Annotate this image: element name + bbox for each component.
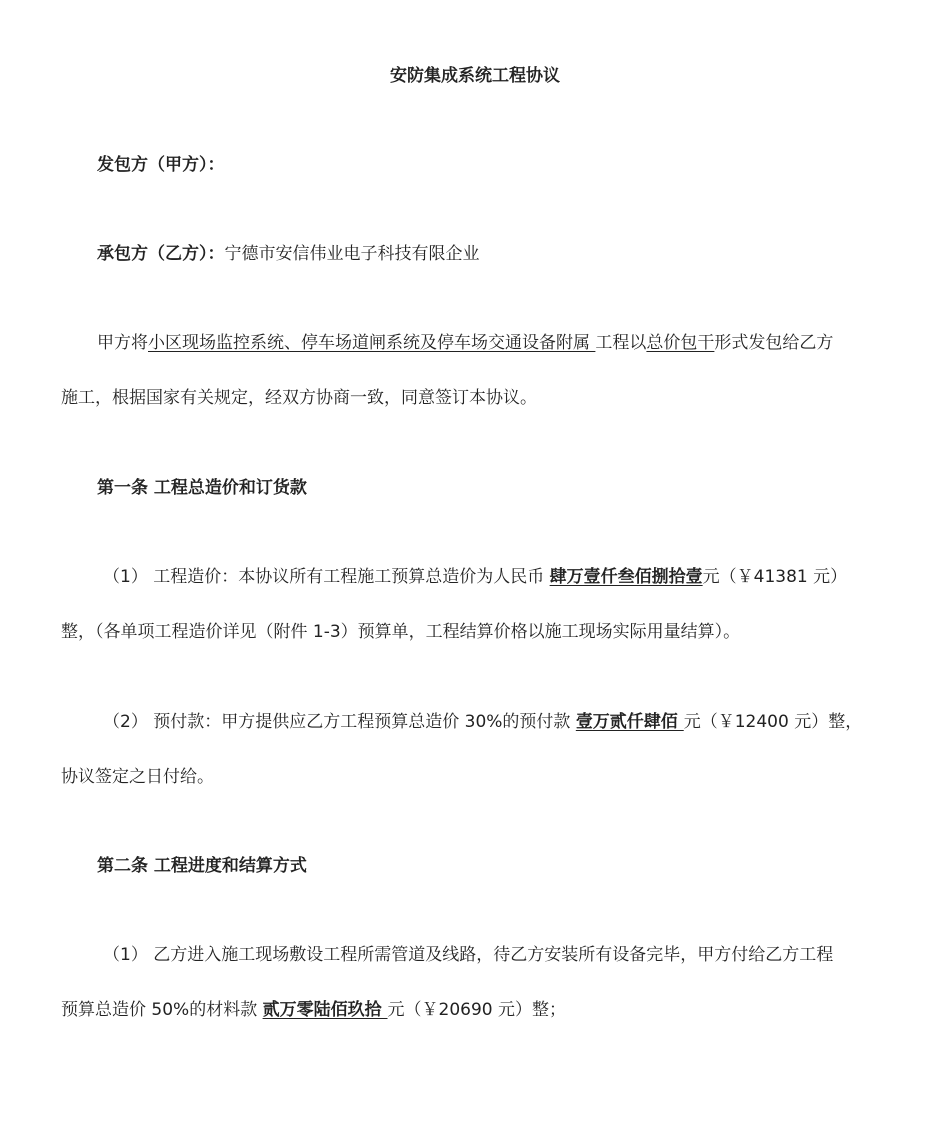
article1-item2-line1 — [103, 710, 862, 734]
article2-item1-line2 — [61, 998, 566, 1022]
article1-item1-suffix: 元（￥41381 元） — [702, 567, 848, 587]
article2-item1-line1: （1） 乙方进入施工现场敷设工程所需管道及线路，待乙方安装所有设备完毕，甲方付给乙方工程 — [103, 945, 834, 965]
article1-item1-amount-words: 肆万壹仟叁佰捌拾壹 — [549, 567, 703, 587]
article2-item1-amount-words: 贰万零陆佰玖拾 — [262, 1000, 388, 1020]
party-b-line — [97, 242, 480, 266]
intro-line-1 — [97, 331, 833, 355]
intro-line-2: 施工，根据国家有关规定，经双方协商一致，同意签订本协议。 — [61, 388, 537, 408]
contract-form: 总价包干 — [646, 333, 715, 353]
article1-item1-line1 — [103, 565, 847, 589]
article1-item2-suffix: 元（￥12400 元）整， — [683, 712, 863, 732]
article1-item1-prefix: （1） 工程造价：本协议所有工程施工预算总造价为人民币 — [103, 567, 550, 587]
article2-heading: 第二条 工程进度和结算方式 — [97, 856, 307, 876]
document-title: 安防集成系统工程协议 — [390, 66, 560, 86]
article2-item1-prefix: 预算总造价 50%的材料款 — [61, 1000, 263, 1020]
article1-item1-line2: 整，（各单项工程造价详见（附件 1-3）预算单，工程结算价格以施工现场实际用量结算）。 — [61, 622, 741, 642]
article1-item2-prefix: （2） 预付款：甲方提供应乙方工程预算总造价 30%的预付款 — [103, 712, 576, 732]
article1-item2-amount-words: 壹万贰仟肆佰 — [575, 712, 684, 732]
intro-text-c: 形式发包给乙方 — [714, 333, 834, 353]
party-b-value: 宁德市安信伟业电子科技有限企业 — [224, 244, 480, 264]
party-b-label: 承包方（乙方）： — [97, 244, 225, 264]
intro-text-b: 工程以 — [595, 333, 647, 353]
party-a-label: 发包方（甲方）： — [97, 155, 225, 175]
article1-item2-line2: 协议签定之日付给。 — [61, 767, 214, 787]
article1-heading: 第一条 工程总造价和订货款 — [97, 478, 307, 498]
article2-item1-suffix: 元（￥20690 元）整； — [387, 1000, 566, 1020]
intro-text-a: 甲方将 — [97, 333, 148, 353]
project-name: 小区现场监控系统、停车场道闸系统及停车场交通设备附属 — [148, 333, 596, 353]
